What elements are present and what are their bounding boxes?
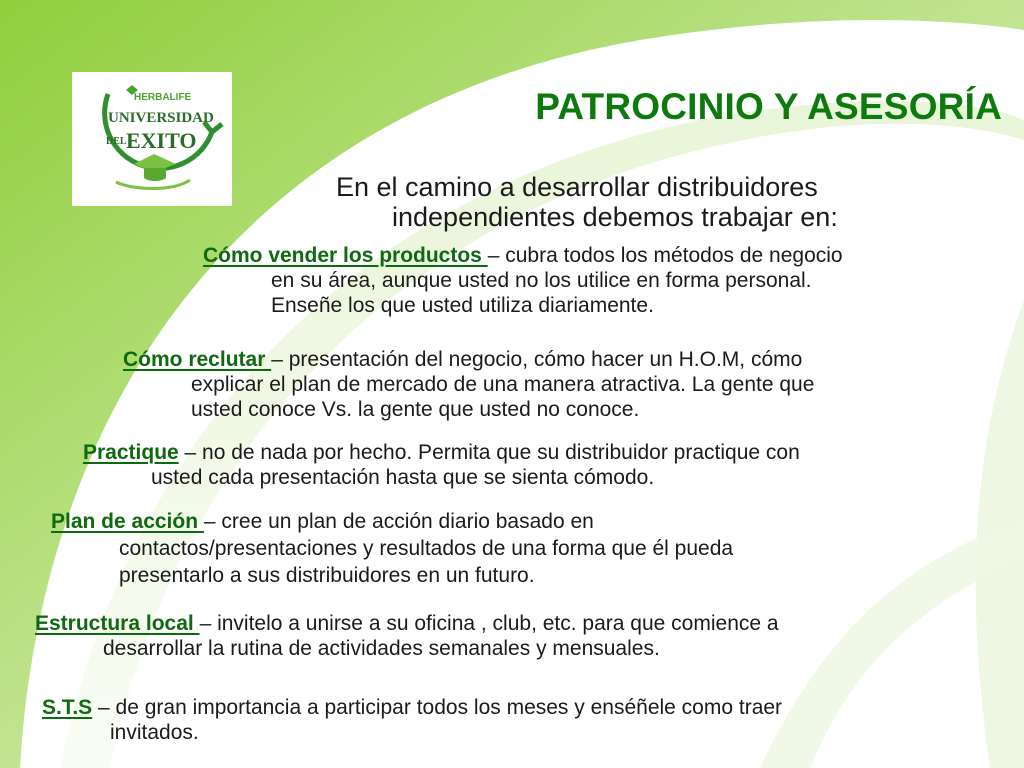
slide-title: PATROCINIO Y ASESORÍA [535, 86, 1002, 127]
item-text: – invitelo a unirse a su oficina , club, etc. para que comience a [199, 612, 779, 635]
item-sts [42, 695, 782, 745]
item-text: desarrollar la rutina de actividades semanales y mensuales. [103, 637, 660, 660]
item-text: – no de nada por hecho. Permita que su distribuidor practique con [178, 441, 800, 464]
item-text: usted cada presentación hasta que se sienta cómodo. [151, 466, 655, 489]
logo-line1-text: UNIVERSIDAD [108, 110, 214, 126]
item-text: en su área, aunque usted no los utilice en forma personal. [271, 269, 812, 292]
intro-line-2: independientes debemos trabajar en: [392, 202, 838, 232]
item-text: contactos/presentaciones y resultados de una forma que él pueda [119, 537, 734, 560]
item-text: – de gran importancia a participar todos los meses y enséñele como traer [92, 696, 783, 719]
item-heading: Estructura local [35, 612, 200, 635]
item-text: – cree un plan de acción diario basado en [203, 510, 594, 533]
item-heading: Practique [83, 441, 179, 464]
intro-line-1: En el camino a desarrollar distribuidores [336, 172, 818, 202]
item-heading: Cómo reclutar [123, 348, 272, 371]
logo-brand-text: HERBALIFE [134, 92, 192, 103]
item-text: – presentación del negocio, cómo hacer un H.O.M, cómo [271, 348, 803, 371]
item-como-reclutar [123, 347, 814, 422]
item-text: – cubra todos los métodos de negocio [487, 244, 843, 267]
item-como-vender [203, 243, 843, 318]
item-practique [83, 440, 800, 490]
item-heading: Plan de acción [51, 510, 204, 533]
logo-line2b-text: EXITO [126, 128, 197, 153]
item-text: explicar el plan de mercado de una manera atractiva. La gente que [191, 373, 815, 396]
item-text: presentarlo a sus distribuidores en un futuro. [119, 564, 535, 587]
item-plan-de-accion [51, 508, 733, 589]
item-estructura-local [35, 611, 779, 661]
item-text: Enseñe los que usted utiliza diariamente. [271, 294, 654, 317]
item-heading: Cómo vender los productos [203, 244, 488, 267]
item-text: usted conoce Vs. la gente que usted no conoce. [191, 398, 640, 421]
item-heading: S.T.S [42, 696, 93, 719]
intro-text [336, 172, 996, 232]
item-text: invitados. [110, 721, 199, 744]
universidad-del-exito-logo [72, 72, 232, 206]
logo-line2a-text: DEL [106, 136, 127, 147]
